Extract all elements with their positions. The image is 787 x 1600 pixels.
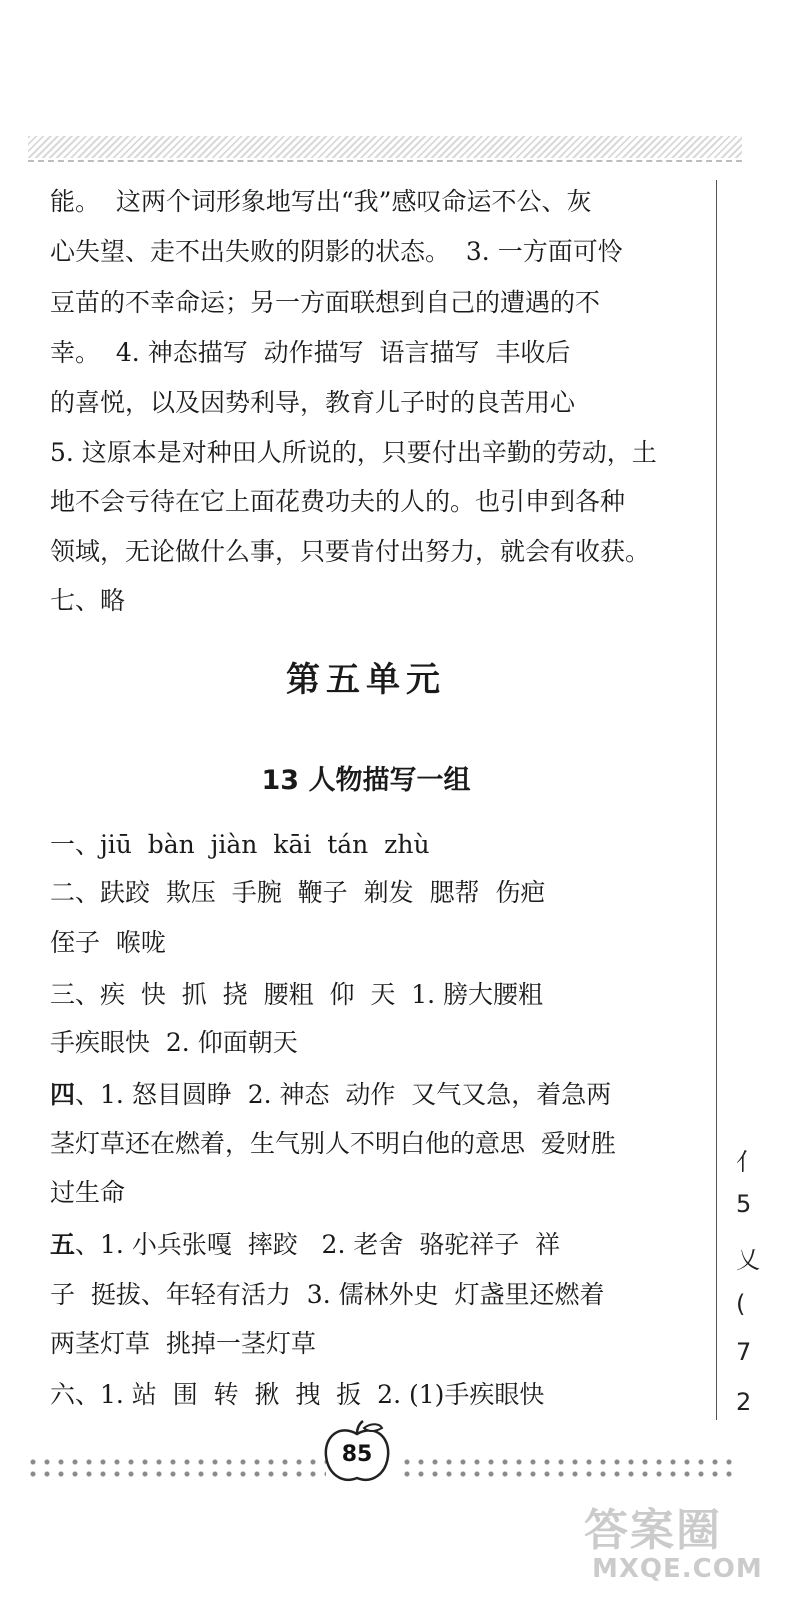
- column-divider: [716, 180, 717, 1420]
- watermark-logo: 答案圈: [584, 1505, 722, 1556]
- answer-q4-line2: 茎灯草还在燃着，生气别人不明白他的意思 爱财胜: [50, 1129, 616, 1158]
- answer-q3-line2: 手疾眼快 2. 仰面朝天: [50, 1028, 298, 1057]
- answer-q4-line1: [50, 1078, 611, 1112]
- answer-q1: 一、jiū bàn jiàn kāi tán zhù: [50, 830, 430, 859]
- answer-text: 、1. 小兵张嘎 摔跤 2. 老舍 骆驼祥子 祥: [75, 1230, 561, 1259]
- text-line: 豆苗的不幸命运；另一方面联想到自己的遭遇的不: [50, 288, 601, 317]
- watermark: [584, 1494, 780, 1594]
- edge-glyph: (: [736, 1290, 746, 1318]
- answer-q4-line3: 过生命: [50, 1178, 126, 1207]
- answer-text: 、1. 怒目圆睁 2. 神态 动作 又气又急，着急两: [75, 1080, 612, 1109]
- edge-glyph: 5: [736, 1190, 752, 1218]
- text-line: 5. 这原本是对种田人所说的，只要付出辛勤的劳动，土: [50, 438, 657, 467]
- text-line: 地不会亏待在它上面花费功夫的人的。也引申到各种: [50, 487, 626, 516]
- text-line: 领域，无论做什么事，只要肯付出努力，就会有收获。: [50, 537, 651, 566]
- edge-glyph: 7: [736, 1338, 752, 1366]
- text-line: 幸。 4. 神态描写 动作描写 语言描写 丰收后: [50, 338, 571, 367]
- edge-glyph: 乂: [736, 1246, 760, 1274]
- answer-q2-line2: 侄子 喉咙: [50, 928, 166, 957]
- lesson-title: 13 人物描写一组: [261, 765, 471, 796]
- answer-q5-line1: [50, 1228, 560, 1262]
- text-line: 心失望、走不出失败的阴影的状态。 3. 一方面可怜: [50, 237, 623, 266]
- text-line: 七、略: [50, 586, 126, 615]
- footer-dots-left: [26, 1456, 326, 1480]
- answer-q3-line1: 三、疾 快 抓 挠 腰粗 仰 天 1. 膀大腰粗: [50, 980, 544, 1009]
- edge-glyph: 2: [736, 1388, 752, 1416]
- unit-title: 第五单元: [286, 660, 446, 700]
- answer-q6: 六、1. 站 围 转 揪 拽 扳 2. (1)手疾眼快: [50, 1380, 545, 1409]
- text-line: 的喜悦，以及因势利导，教育儿子时的良苦用心: [50, 388, 576, 417]
- answer-q5-line3: 两茎灯草 挑掉一茎灯草: [50, 1329, 316, 1358]
- page-number-badge: [320, 1420, 394, 1486]
- watermark-url: MXQE.COM: [592, 1554, 763, 1584]
- section-number: 四: [50, 1080, 76, 1109]
- answer-q5-line2: 子 挺拔、年轻有活力 3. 儒林外史 灯盏里还燃着: [50, 1280, 605, 1309]
- edge-glyph: 亻: [736, 1148, 760, 1176]
- answer-q2-line1: 二、趺跤 欺压 手腕 鞭子 剃发 腮帮 伤疤: [50, 878, 546, 907]
- page-number: 85: [341, 1442, 373, 1467]
- header-hatch-band: [28, 136, 742, 158]
- text-line: 能。 这两个词形象地写出“我”感叹命运不公、灰: [50, 187, 592, 216]
- footer-dots-right: [400, 1456, 740, 1480]
- header-dashed-rule: [28, 160, 742, 162]
- section-number: 五: [50, 1230, 76, 1259]
